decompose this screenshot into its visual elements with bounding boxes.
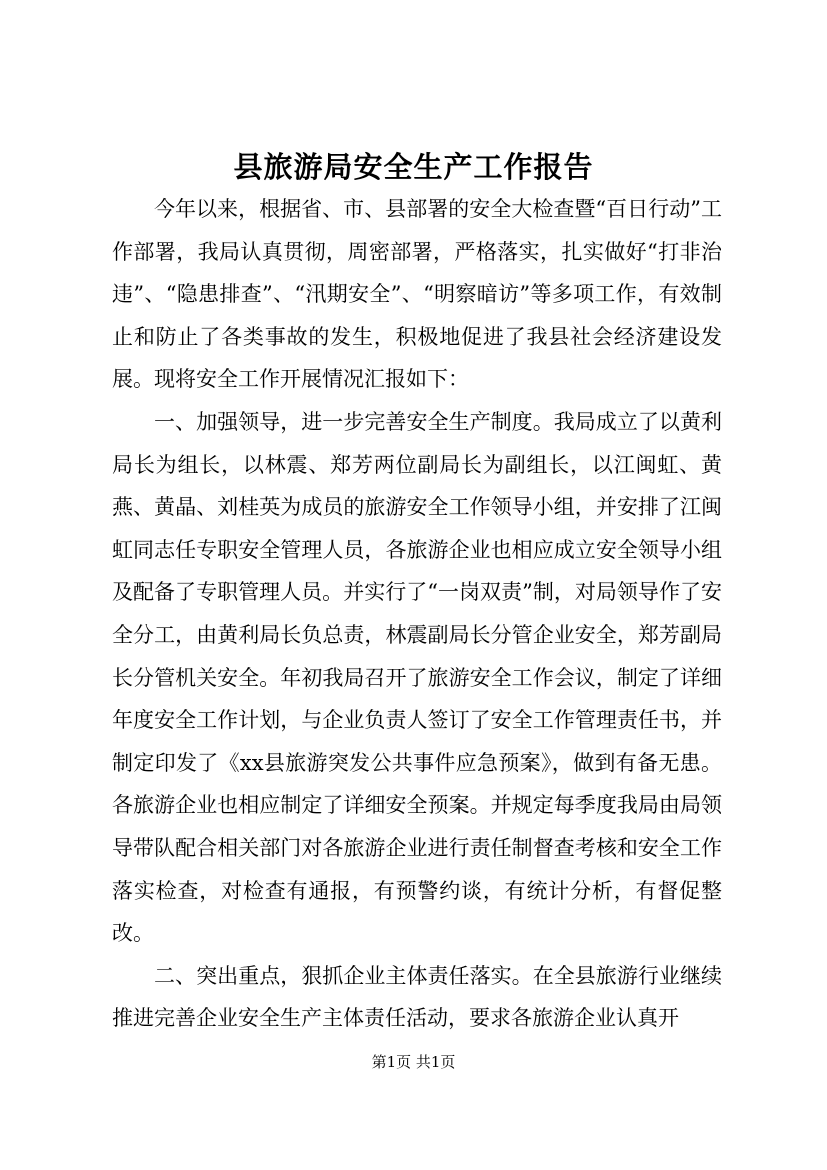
paragraph-intro: 今年以来，根据省、市、县部署的安全大检查暨“百日行动”工作部署，我局认真贯彻，周密部署，严格落实，扎实做好“打非治违”、“隐患排查”、“汛期安全”、“明察暗访”等多项工作，有效制止和防止了各类事故的发生，积极地促进了我县社会经济建设发展。现将安全工作开展情况汇报如下： bbox=[112, 197, 722, 392]
paragraph-section-1: 一、加强领导，进一步完善安全生产制度。我局成立了以黄利局长为组长，以林震、郑芳两位副局长为副组长，以江闽虹、黄燕、黄晶、刘桂英为成员的旅游安全工作领导小组，并安排了江闽虹同志任专职安全管理人员，各旅游企业也相应成立安全领导小组及配备了专职管理人员。并实行了“一岗双责”制，对局领导作了安全分工，由黄利局长负总责，林震副局长分管企业安全，郑芳副局长分管机关安全。年初我局召开了旅游安全工作会议，制定了详细年度安全工作计划，与企业负责人签订了安全工作管理责任书，并制定印发了《xx县旅游突发公共事件应急预案》，做到有备无患。各旅游企业也相应制定了详细安全预案。并规定每季度我局由局领导带队配合相关部门对各旅游企业进行责任制督查考核和安全工作落实检查，对检查有通报，有预警约谈，有统计分析，有督促整改。 bbox=[112, 409, 722, 946]
document-title: 县旅游局安全生产工作报告 bbox=[233, 150, 594, 184]
paragraph-section-2: 二、突出重点，狠抓企业主体责任落实。在全县旅游行业继续推进完善企业安全生产主体责任活动，要求各旅游企业认真开 bbox=[112, 963, 722, 1031]
page-number-footer: 第1页 共1页 bbox=[371, 1053, 456, 1071]
document-body bbox=[112, 188, 722, 1040]
